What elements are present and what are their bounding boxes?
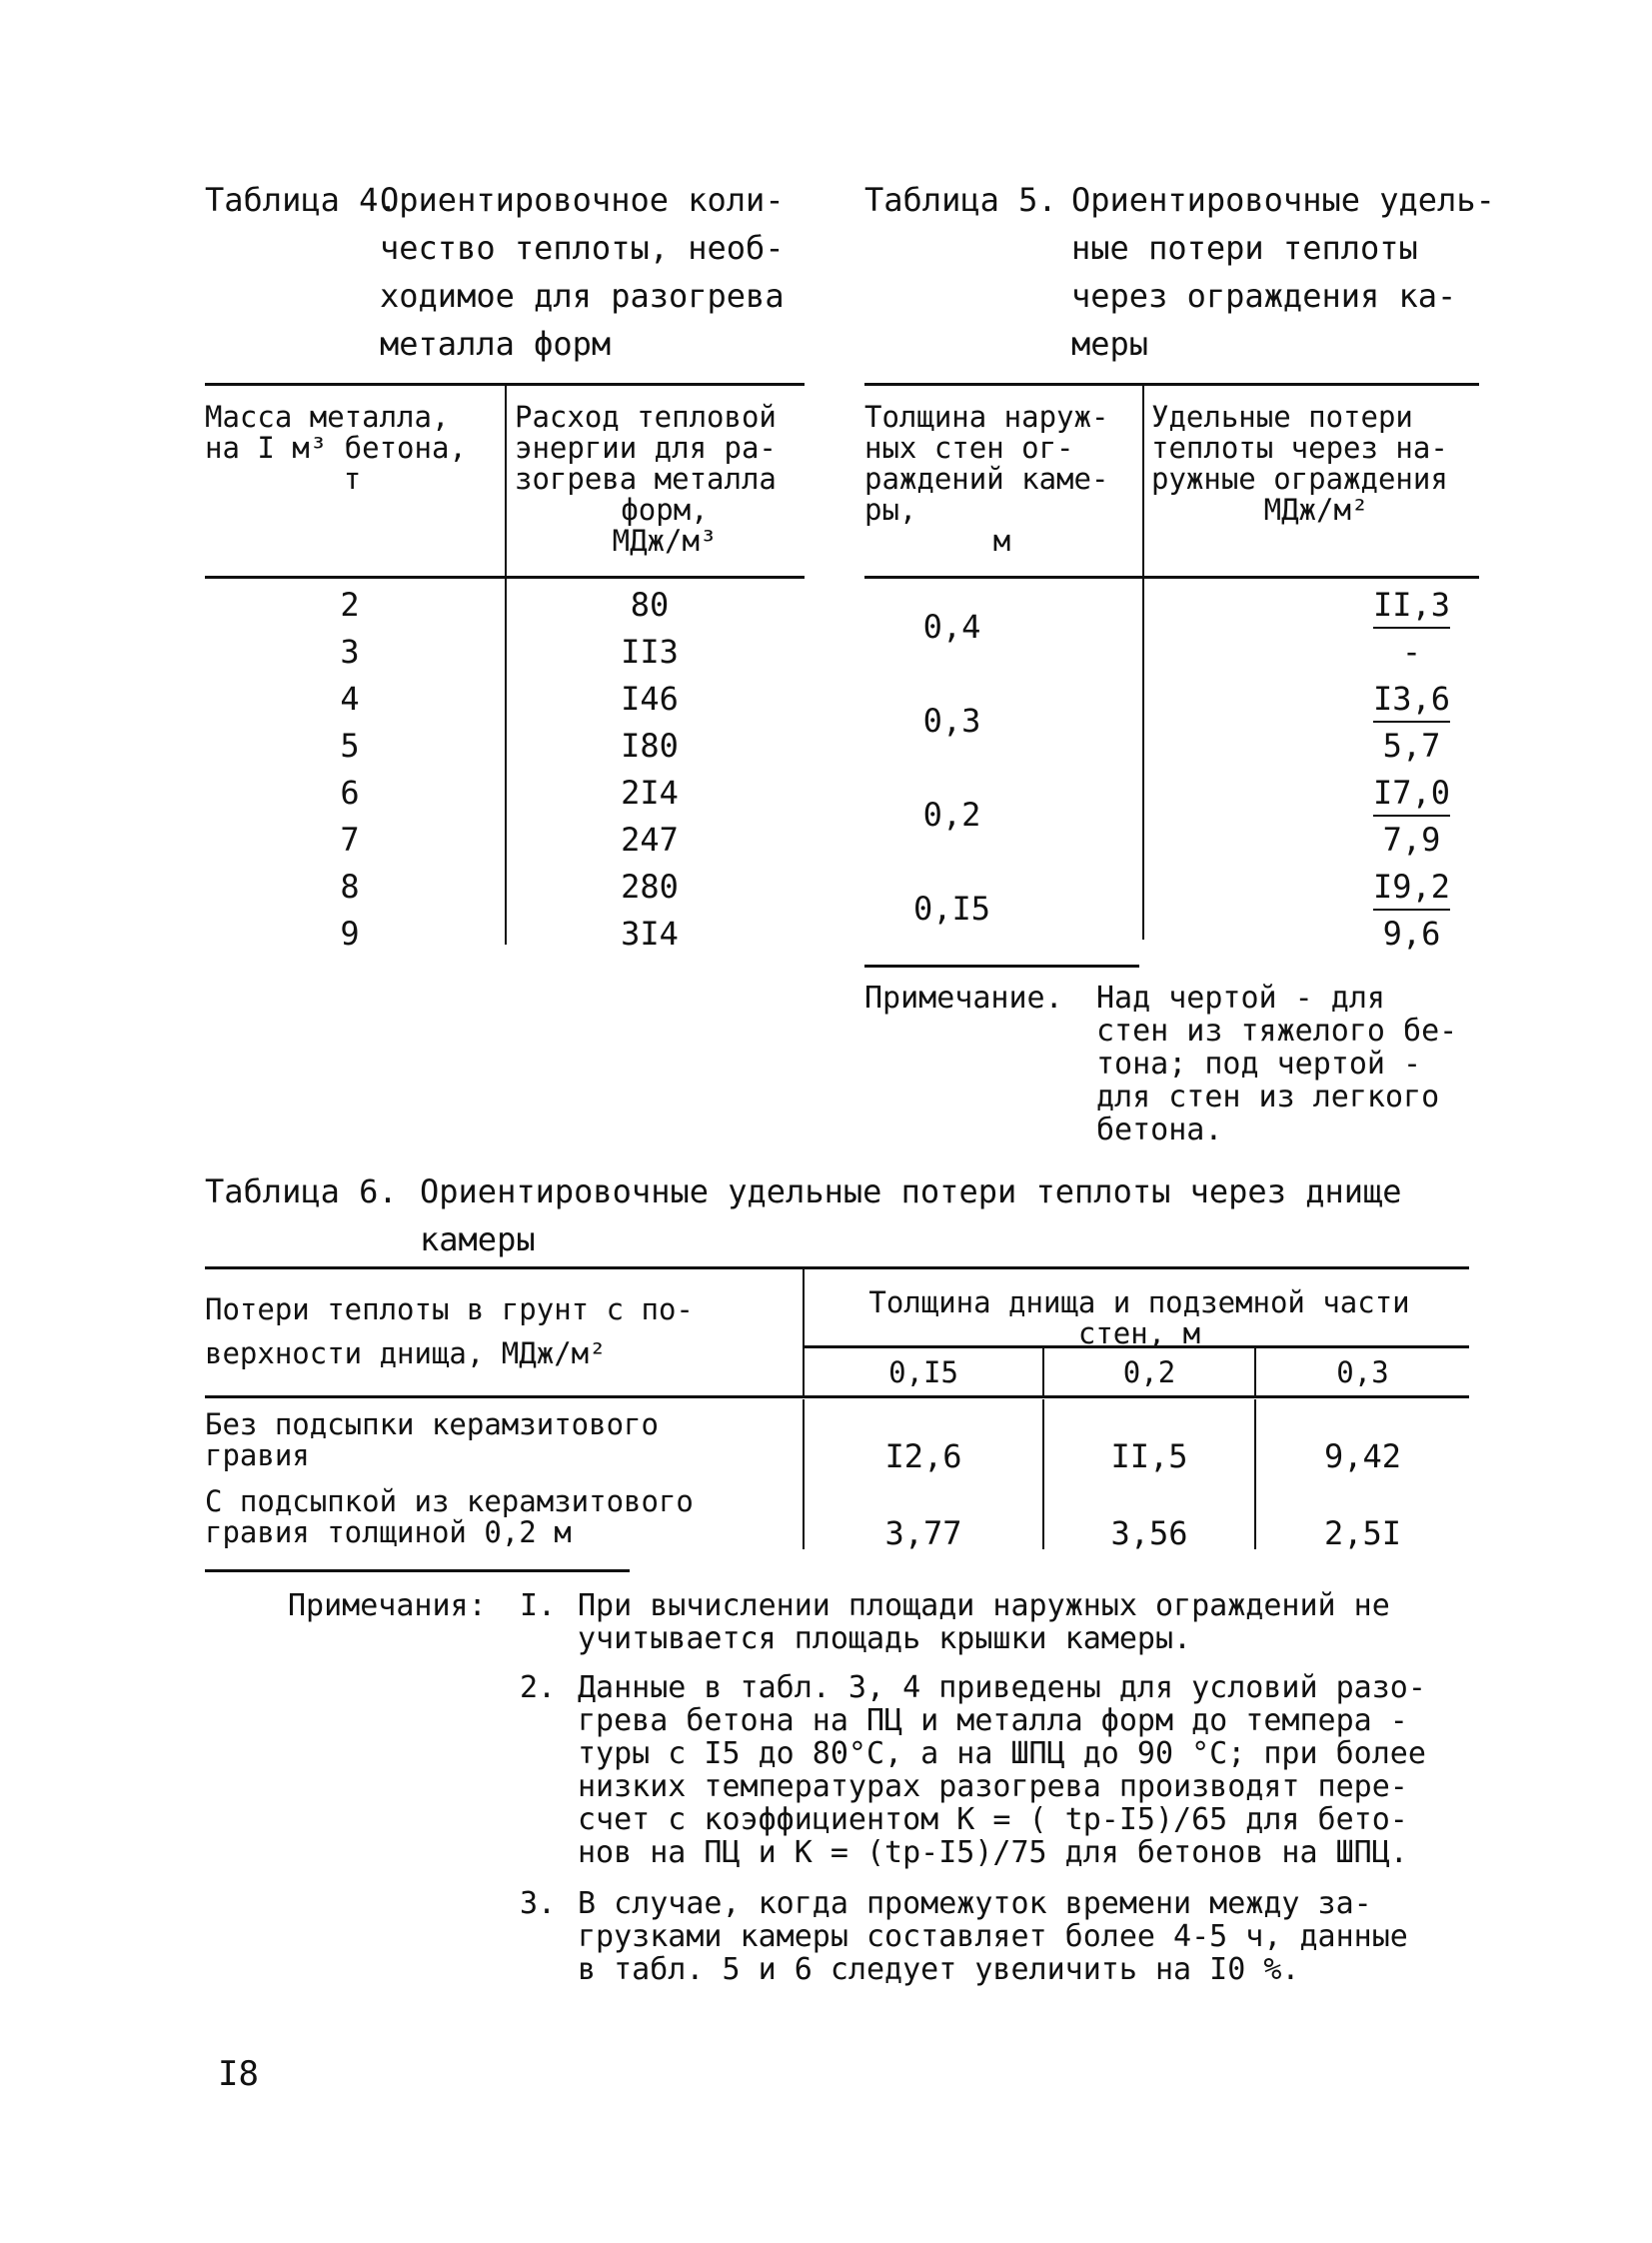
table-row [205, 629, 805, 676]
note-line: Данные в табл. 3, 4 приведены для условий разо- [578, 1670, 1426, 1705]
header-line: Масса металла, [205, 400, 450, 434]
header-line: форм, [621, 493, 709, 527]
heavy-concrete-value: I3,6 [1373, 677, 1450, 723]
table6-row1-value-1: I2,6 [884, 1437, 962, 1475]
table6-top-rule [205, 1266, 1469, 1269]
header-line: стен, м [1077, 1316, 1201, 1350]
table-row [205, 723, 805, 770]
loss-fraction [1364, 582, 1459, 675]
note-item-2 [578, 1671, 1426, 1869]
table5-body [864, 582, 1479, 958]
note-line: для стен из легкого [1096, 1080, 1440, 1115]
table-row [864, 770, 1479, 864]
note-line: нов на ПЦ и К = (tр-I5)/75 для бетонов на ШПЦ. [578, 1835, 1408, 1870]
note-number: I. [520, 1588, 557, 1623]
row-label-line: гравия толщиной 0,2 м [205, 1515, 572, 1549]
energy-cell: II3 [621, 633, 679, 671]
table6-bottom-rule [205, 1569, 630, 1572]
note-line: При вычислении площади наружных ограждений не [578, 1588, 1390, 1623]
loss-cell [1039, 770, 1459, 864]
heavy-concrete-value: II,3 [1373, 583, 1450, 629]
header-line: ных стен ог- [864, 431, 1074, 465]
table5-bottom-rule [864, 965, 1139, 968]
table-row [864, 864, 1479, 958]
table6-row1-value-2: II,5 [1110, 1437, 1188, 1475]
energy-cell: 2I4 [621, 774, 679, 812]
header-line: на I м³ бетона, [205, 431, 467, 465]
loss-cell [1039, 864, 1459, 958]
energy-cell: 80 [630, 586, 670, 624]
table6-row2-value-2: 3,56 [1110, 1514, 1188, 1552]
thickness-cell: 0,3 [922, 702, 981, 740]
energy-cell: I46 [621, 680, 679, 718]
mass-cell: 3 [340, 633, 360, 671]
mass-cell: 4 [340, 680, 360, 718]
row-label-line: гравия [205, 1438, 310, 1472]
header-line: Расход тепловой [515, 400, 777, 434]
table-row [205, 676, 805, 723]
note-line: счет с коэффициентом К = ( tр-I5)/65 для бето- [578, 1802, 1408, 1837]
mass-cell: 9 [340, 915, 360, 953]
note-line: туры с I5 до 80°С, а на ШПЦ до 90 °С; при более [578, 1736, 1426, 1771]
header-line: МДж/м³ [612, 524, 718, 558]
table6-caption-label: Таблица 6. [205, 1172, 398, 1210]
table6-group-header [810, 1287, 1469, 1349]
energy-cell: 280 [621, 868, 679, 906]
table6-caption [420, 1167, 1402, 1263]
loss-cell [1039, 676, 1459, 770]
table5-header-rule [864, 576, 1479, 579]
note-item-1 [578, 1589, 1390, 1655]
header-line: МДж/м² [1263, 493, 1369, 527]
table6-row1-value-3: 9,42 [1323, 1437, 1402, 1475]
note-line: бетона. [1096, 1113, 1223, 1147]
note-line: В случае, когда промежуток времени между за- [578, 1886, 1372, 1921]
thickness-cell: 0,4 [922, 608, 981, 646]
header-line: т [343, 462, 362, 496]
table-row [205, 911, 805, 958]
heavy-concrete-value: I9,2 [1373, 865, 1450, 911]
row-label-line: Без подсыпки керамзитового [205, 1407, 659, 1441]
table6-row2-value-3: 2,5I [1323, 1514, 1402, 1552]
header-line: Толщина наруж- [864, 400, 1109, 434]
note-number: 2. [520, 1670, 557, 1705]
table-row [864, 676, 1479, 770]
heavy-concrete-value: I7,0 [1373, 771, 1450, 817]
note-line: Над чертой - для [1096, 981, 1385, 1016]
note-line: низких температурах разогрева производят пере- [578, 1769, 1408, 1804]
light-concrete-value: 9,6 [1382, 915, 1441, 953]
table5-note-label: Примечание. [864, 981, 1063, 1016]
table6-sub-header-2: 0,2 [1122, 1355, 1176, 1389]
table-row [205, 864, 805, 911]
loss-fraction [1364, 770, 1459, 863]
caption-line: Ориентировочные удель- [1071, 181, 1495, 219]
table4-caption [380, 176, 785, 368]
note-line: учитывается площадь крышки камеры. [578, 1621, 1192, 1656]
thickness-cell: 0,2 [922, 796, 981, 834]
table5-caption [1071, 176, 1495, 368]
header-line: верхности днища, МДж/м² [205, 1336, 607, 1370]
table5-col2-header [1151, 402, 1481, 526]
page-number: I8 [218, 2054, 259, 2094]
caption-line: ходимое для разогрева [380, 277, 785, 315]
table5-note [1096, 982, 1457, 1146]
mass-cell: 8 [340, 868, 360, 906]
mass-cell: 2 [340, 586, 360, 624]
header-line: Удельные потери [1151, 400, 1413, 434]
table6-row2-value-1: 3,77 [884, 1514, 962, 1552]
header-line: энергии для ра- [515, 431, 777, 465]
energy-cell: 247 [621, 821, 679, 859]
note-number: 3. [520, 1886, 557, 1921]
mass-cell: 7 [340, 821, 360, 859]
caption-line: чество теплоты, необ- [380, 229, 785, 267]
caption-line: меры [1071, 325, 1149, 363]
note-line: тона; под чертой - [1096, 1047, 1422, 1082]
note-line: в табл. 5 и 6 следует увеличить на I0 %. [578, 1952, 1300, 1987]
table6-header-rule [205, 1395, 1469, 1398]
energy-cell: 3I4 [621, 915, 679, 953]
loss-fraction [1364, 676, 1459, 769]
table-row [205, 770, 805, 817]
table6-col1-header [205, 1287, 800, 1375]
light-concrete-value: - [1401, 633, 1422, 671]
table4-body [205, 582, 805, 958]
header-line: Потери теплоты в грунт с по- [205, 1292, 694, 1326]
caption-line: ные потери теплоты [1071, 229, 1418, 267]
note-line: грева бетона на ПЦ и металла форм до темпера - [578, 1703, 1408, 1738]
table4-col2-header [515, 402, 815, 557]
energy-cell: I80 [621, 727, 679, 765]
caption-line: камеры [420, 1220, 536, 1258]
table-row [205, 582, 805, 629]
table6-row2-label [205, 1486, 800, 1548]
header-line: раждений каме- [864, 462, 1109, 496]
table5-col1-header [864, 402, 1139, 557]
table6-sub-header-3: 0,3 [1336, 1355, 1389, 1389]
header-line: м [992, 524, 1011, 558]
header-line: ружные ограждения [1151, 462, 1448, 496]
table5-caption-label: Таблица 5. [864, 181, 1057, 219]
loss-cell [1039, 582, 1459, 676]
table5-top-rule [864, 383, 1479, 386]
notes-label: Примечания: [288, 1588, 487, 1623]
header-line: ры, [864, 493, 917, 527]
caption-line: металла форм [380, 325, 612, 363]
table-row [205, 817, 805, 864]
table6-sub-header-1: 0,I5 [888, 1355, 958, 1389]
loss-fraction [1364, 864, 1459, 957]
mass-cell: 5 [340, 727, 360, 765]
light-concrete-value: 5,7 [1382, 727, 1441, 765]
table-row [864, 582, 1479, 676]
note-line: стен из тяжелого бе- [1096, 1014, 1458, 1049]
caption-line: Ориентировочное коли- [380, 181, 785, 219]
thickness-cell: 0,I5 [912, 890, 991, 928]
note-line: грузками камеры составляет более 4-5 ч, данные [578, 1919, 1408, 1954]
caption-line: Ориентировочные удельные потери теплоты через днище [420, 1172, 1402, 1210]
table4-col1-header [205, 402, 500, 495]
note-item-3 [578, 1887, 1408, 1986]
table4-caption-label: Таблица 4. [205, 181, 398, 219]
header-line: Толщина днища и подземной части [868, 1285, 1410, 1319]
header-line: теплоты через на- [1151, 431, 1448, 465]
table6-row1-label [205, 1409, 800, 1471]
mass-cell: 6 [340, 774, 360, 812]
header-line: зогрева металла [515, 462, 777, 496]
light-concrete-value: 7,9 [1382, 821, 1441, 859]
row-label-line: С подсыпкой из керамзитового [205, 1484, 694, 1518]
caption-line: через ограждения ка- [1071, 277, 1457, 315]
